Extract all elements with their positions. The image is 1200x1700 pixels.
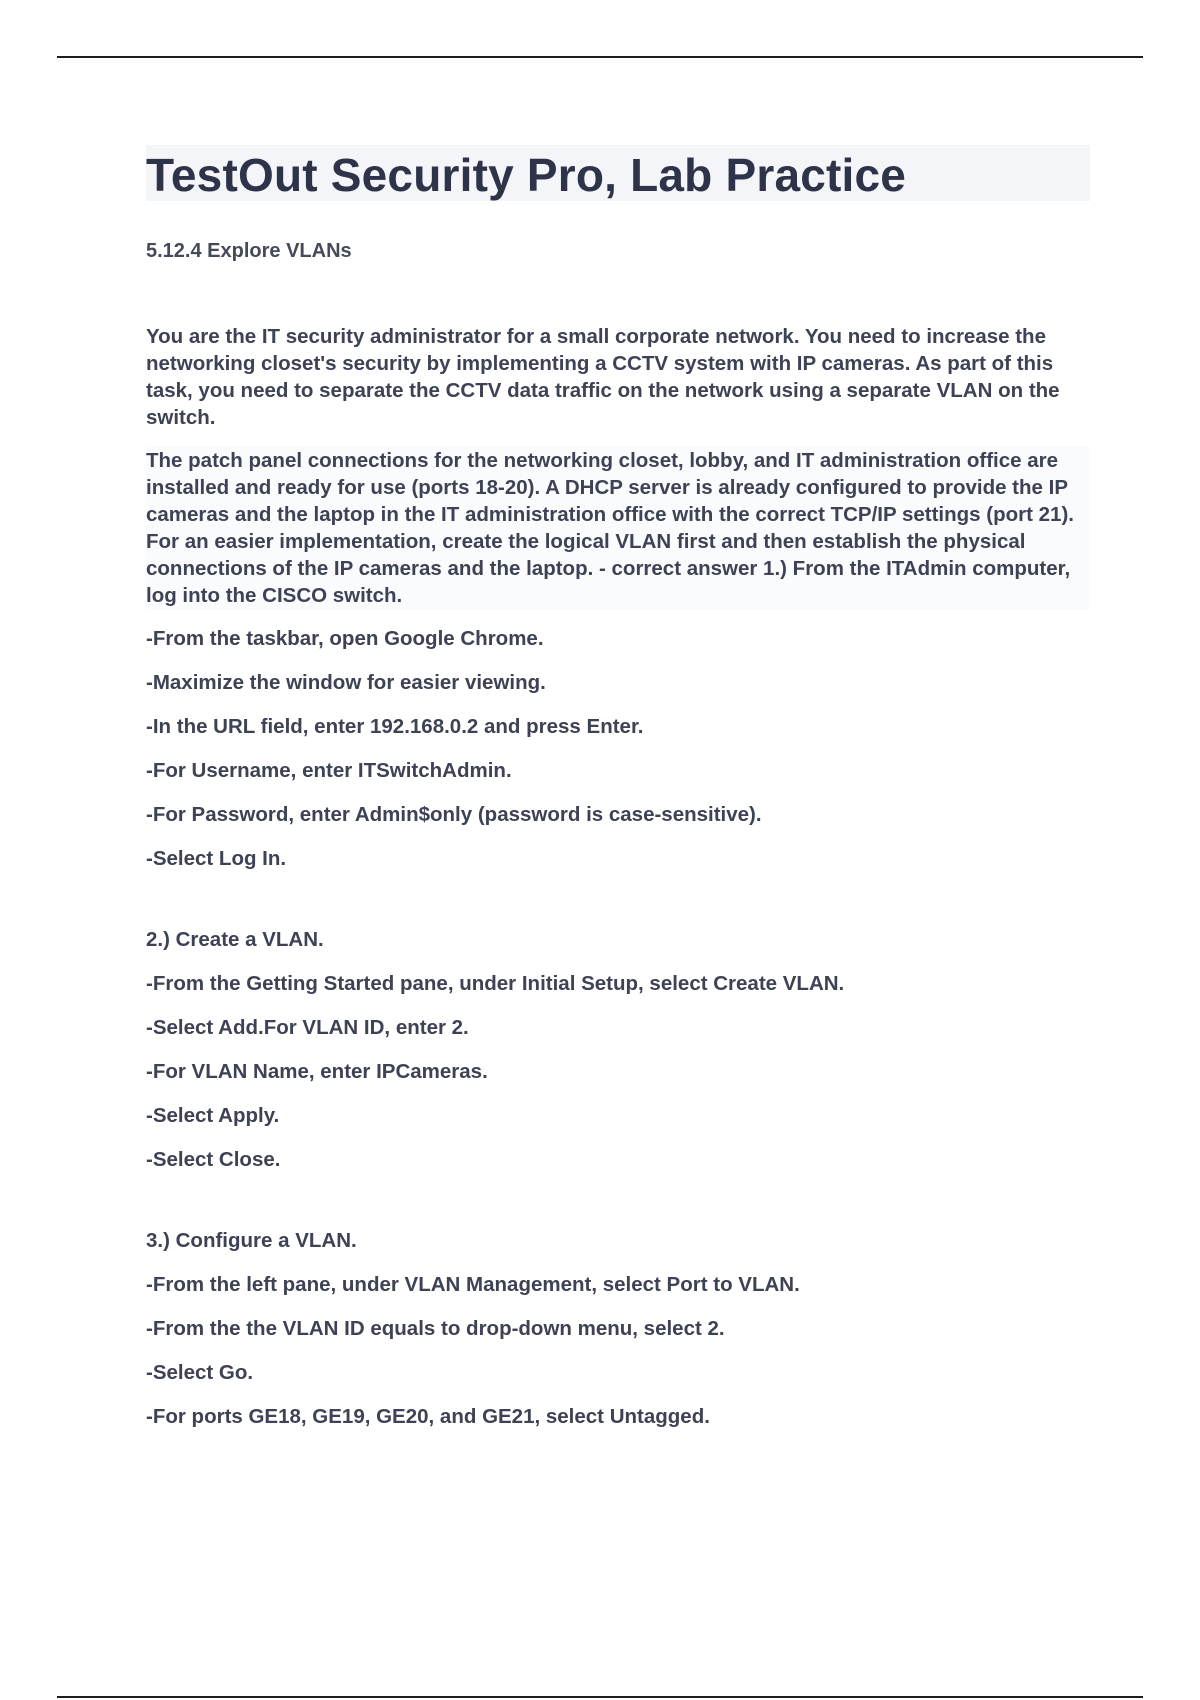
step-2-5: -Select Close. bbox=[146, 1148, 281, 1171]
intro-paragraph-1: You are the IT security administrator for a small corporate network. You need to increase the networking closet's security by implementing a CCTV system with IP cameras. As part of this task, you need to separate the CCTV data traffic on the network using a separate VLAN on the switch. bbox=[146, 325, 1060, 429]
title-band bbox=[146, 145, 1090, 201]
step-2-2: -Select Add.For VLAN ID, enter 2. bbox=[146, 1016, 469, 1039]
page-title: TestOut Security Pro, Lab Practice bbox=[146, 149, 907, 201]
step-3-2: -From the the VLAN ID equals to drop-down menu, select 2. bbox=[146, 1317, 725, 1340]
step-2-1: -From the Getting Started pane, under Initial Setup, select Create VLAN. bbox=[146, 972, 845, 995]
lab-subtitle: 5.12.4 Explore VLANs bbox=[146, 240, 352, 262]
step-3-1: -From the left pane, under VLAN Management, select Port to VLAN. bbox=[146, 1273, 800, 1296]
step-2-4: -Select Apply. bbox=[146, 1104, 280, 1127]
intro-paragraph-2: The patch panel connections for the networking closet, lobby, and IT administration office are installed and ready for use (ports 18-20). A DHCP server is already configured to provide the IP cameras and the laptop in the IT administration office with the correct TCP/IP settings (port 21). For an easier implementation, create the logical VLAN first and then establish the physical connections of the IP cameras and the laptop. - correct answer 1.) From the ITAdmin computer, log into the CISCO switch. bbox=[146, 447, 1090, 609]
document-body bbox=[146, 145, 1090, 1447]
bottom-rule bbox=[57, 1696, 1143, 1698]
step-1-5: -For Password, enter Admin$only (password is case-sensitive). bbox=[146, 803, 762, 826]
step-1-3: -In the URL field, enter 192.168.0.2 and press Enter. bbox=[146, 715, 644, 738]
step-1-4: -For Username, enter ITSwitchAdmin. bbox=[146, 759, 512, 782]
spacer bbox=[146, 263, 1090, 323]
top-rule bbox=[57, 56, 1143, 58]
step-2-3: -For VLAN Name, enter IPCameras. bbox=[146, 1060, 488, 1083]
section-2-heading: 2.) Create a VLAN. bbox=[146, 928, 324, 951]
step-3-4: -For ports GE18, GE19, GE20, and GE21, select Untagged. bbox=[146, 1405, 710, 1428]
step-1-6: -Select Log In. bbox=[146, 847, 287, 870]
section-3-heading: 3.) Configure a VLAN. bbox=[146, 1229, 357, 1252]
step-1-2: -Maximize the window for easier viewing. bbox=[146, 671, 546, 694]
step-1-1: -From the taskbar, open Google Chrome. bbox=[146, 627, 544, 650]
step-3-3: -Select Go. bbox=[146, 1361, 254, 1384]
